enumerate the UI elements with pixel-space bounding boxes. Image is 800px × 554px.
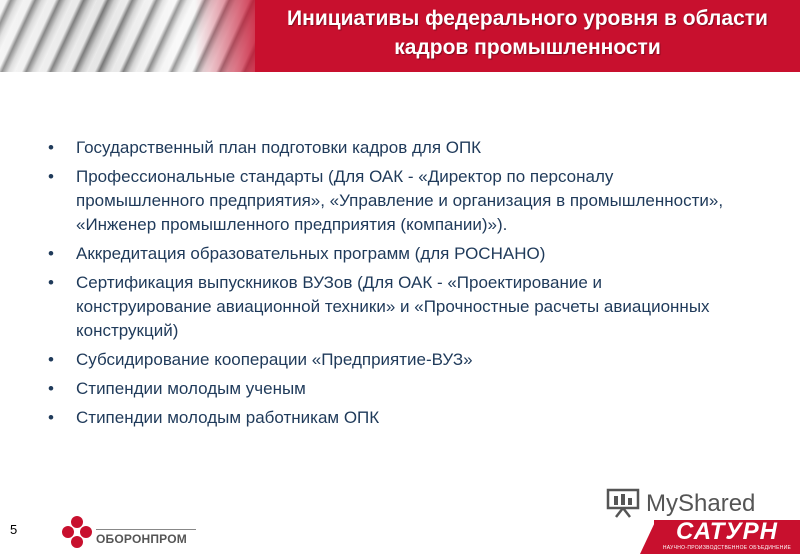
bullet-item bbox=[48, 242, 738, 266]
bullet-text: Аккредитация образовательных программ (для РОСНАНО) bbox=[76, 244, 546, 263]
saturn-subtitle: НАУЧНО-ПРОИЗВОДСТВЕННОЕ ОБЪЕДИНЕНИЕ bbox=[662, 545, 792, 551]
bullet-dot-icon: • bbox=[48, 167, 54, 186]
bullet-text: Сертификация выпускников ВУЗов (Для ОАК - «Проектирование и конструирование авиационной техники» и «Прочностные расчеты авиационных конструкций) bbox=[76, 273, 710, 340]
presentation-board-icon bbox=[606, 488, 640, 518]
bullet-item bbox=[48, 136, 738, 160]
turbine-blades-image bbox=[0, 0, 255, 72]
bullet-text: Субсидирование кооперации «Предприятие-ВУЗ» bbox=[76, 350, 473, 369]
bullet-dot-icon: • bbox=[48, 379, 54, 398]
bullet-item bbox=[48, 165, 738, 237]
saturn-wordmark: САТУРН bbox=[676, 518, 778, 545]
bullet-list bbox=[48, 136, 738, 435]
bullet-item bbox=[48, 377, 738, 401]
bullet-dot-icon: • bbox=[48, 273, 54, 292]
bullet-item bbox=[48, 271, 738, 343]
oboronprom-logo bbox=[60, 512, 200, 552]
bullet-dot-icon: • bbox=[48, 408, 54, 427]
bullet-text: Стипендии молодым работникам ОПК bbox=[76, 408, 380, 427]
bullet-text: Государственный план подготовки кадров для ОПК bbox=[76, 138, 482, 157]
oboronprom-divider bbox=[96, 529, 196, 530]
bullet-dot-icon: • bbox=[48, 350, 54, 369]
slide-title: Инициативы федерального уровня в области кадров промышленности bbox=[287, 7, 768, 59]
myshared-wordmark: MyShared bbox=[646, 490, 756, 517]
bullet-text: Стипендии молодым ученым bbox=[76, 379, 306, 398]
oboronprom-wordmark: ОБОРОНПРОМ bbox=[96, 532, 187, 546]
bullet-item bbox=[48, 348, 738, 372]
bullet-item bbox=[48, 406, 738, 430]
bullet-text: Профессиональные стандарты (Для ОАК - «Директор по персоналу промышленного предприятия», «Управление и организация в промышленности», «Инженер промышленного предприятия (компании)»). bbox=[76, 167, 724, 234]
oboronprom-emblem-icon bbox=[60, 514, 94, 550]
bullet-dot-icon: • bbox=[48, 138, 54, 157]
saturn-logo bbox=[654, 520, 800, 554]
myshared-watermark bbox=[606, 488, 786, 518]
header-bar bbox=[0, 0, 800, 72]
bullet-dot-icon: • bbox=[48, 244, 54, 263]
page-number: 5 bbox=[10, 522, 18, 537]
